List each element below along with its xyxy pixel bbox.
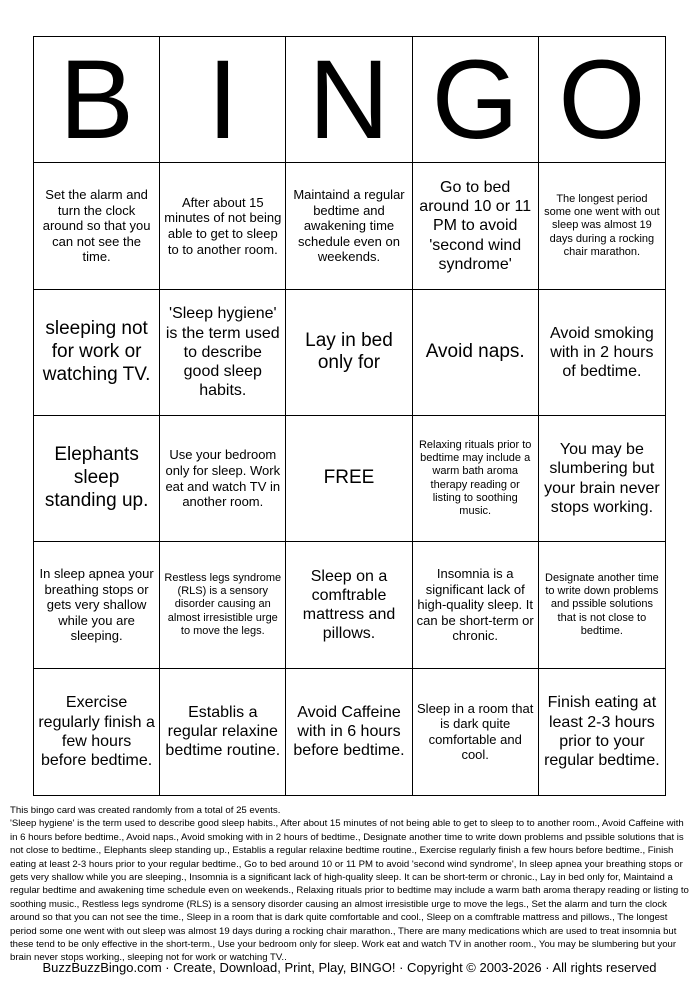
notes-intro: This bingo card was created randomly from a total of 25 events. bbox=[10, 805, 281, 816]
bingo-cell: Set the alarm and turn the clock around so that you can not see the time. bbox=[34, 163, 160, 289]
header-letter-i: I bbox=[160, 37, 286, 163]
bingo-cell: Relaxing rituals prior to bedtime may include a warm bath aroma therapy reading or listing to soothing music. bbox=[413, 416, 539, 542]
header-letter-g: G bbox=[413, 37, 539, 163]
bingo-cell: Sleep on a comftrable mattress and pillows. bbox=[286, 542, 412, 668]
bingo-cell: Sleep in a room that is dark quite comfortable and cool. bbox=[413, 669, 539, 795]
free-space: FREE bbox=[286, 416, 412, 542]
bingo-cell: Maintaind a regular bedtime and awakening time schedule even on weekends. bbox=[286, 163, 412, 289]
bingo-cell: In sleep apnea your breathing stops or gets very shallow while you are sleeping. bbox=[34, 542, 160, 668]
bingo-cell: Establis a regular relaxine bedtime routine. bbox=[160, 669, 286, 795]
bingo-cell: Avoid Caffeine with in 6 hours before bedtime. bbox=[286, 669, 412, 795]
bingo-cell: Go to bed around 10 or 11 PM to avoid 'second wind syndrome' bbox=[413, 163, 539, 289]
bingo-cell: 'Sleep hygiene' is the term used to describe good sleep habits. bbox=[160, 290, 286, 416]
bingo-cell: Use your bedroom only for sleep. Work eat and watch TV in another room. bbox=[160, 416, 286, 542]
copyright-footer: BuzzBuzzBingo.com · Create, Download, Print, Play, BINGO! · Copyright © 2003-2026 · All rights reserved bbox=[42, 960, 657, 975]
bingo-card bbox=[33, 36, 666, 796]
card-notes bbox=[10, 804, 690, 965]
bingo-cell: Exercise regularly finish a few hours before bedtime. bbox=[34, 669, 160, 795]
bingo-cell: Elephants sleep standing up. bbox=[34, 416, 160, 542]
bingo-cell: Insomnia is a significant lack of high-quality sleep. It can be short-term or chronic. bbox=[413, 542, 539, 668]
bingo-cell: You may be slumbering but your brain never stops working. bbox=[539, 416, 665, 542]
bingo-cell: The longest period some one went with out sleep was almost 19 days during a rocking chair marathon. bbox=[539, 163, 665, 289]
bingo-cell: After about 15 minutes of not being able to get to sleep to to another room. bbox=[160, 163, 286, 289]
header-letter-b: B bbox=[34, 37, 160, 163]
bingo-cell: Restless legs syndrome (RLS) is a sensory disorder causing an almost irresistible urge to move the legs. bbox=[160, 542, 286, 668]
bingo-cell: Designate another time to write down problems and pssible solutions that is not close to bedtime. bbox=[539, 542, 665, 668]
header-letter-o: O bbox=[539, 37, 665, 163]
bingo-cell: Avoid smoking with in 2 hours of bedtime. bbox=[539, 290, 665, 416]
header-letter-n: N bbox=[286, 37, 412, 163]
bingo-cell: Finish eating at least 2-3 hours prior to your regular bedtime. bbox=[544, 694, 660, 770]
bingo-cell: Avoid naps. bbox=[413, 290, 539, 416]
bingo-cell: Lay in bed only for bbox=[286, 290, 412, 416]
notes-event-list: 'Sleep hygiene' is the term used to describe good sleep habits., After about 15 minutes of not being able to get to sleep to to another room., Avoid Caffeine with in 6 hours before bedtime., Avoid naps., Avoid smoking with in 2 hours of bedtime., Designate another time to write down problems and pssible solutions that is not close to bedtime., Elephants sleep standing up., Establis a regular relaxine bedtime routine., Exercise regularly finish a few hours before bedtime., Finish eating at least 2-3 hours prior to your regular bedtime., Go to bed around 10 or 11 PM to avoid 'second wind syndrome', In sleep apnea your breathing stops or gets very shallow while you are sleeping., Insomnia is a significant lack of high-quality sleep. It can be short-term or chronic., Lay in bed only for, Maintaind a regular bedtime and awakening time schedule even on weekends., Relaxing rituals prior to bedtime may include a warm bath aroma therapy reading or listing to soothing music., Restless legs syndrome (RLS) is a sensory disorder causing an almost irresistible urge to move the legs., Set the alarm and turn the clock around so that you can not see the time., Sleep in a room that is dark quite comfortable and cool., Sleep on a comftrable mattress and pillows., The longest period some one went with out sleep was almost 19 days during a rocking chair marathon., There are many medications which are used to treat insomnia but these tend to be only effective in the short-term., Use your bedroom only for sleep. Work eat and watch TV in another room., You may be slumbering but your brain never stops working., sleeping not for work or watching TV.. bbox=[10, 818, 689, 964]
bingo-cell: sleeping not for work or watching TV. bbox=[34, 290, 160, 416]
